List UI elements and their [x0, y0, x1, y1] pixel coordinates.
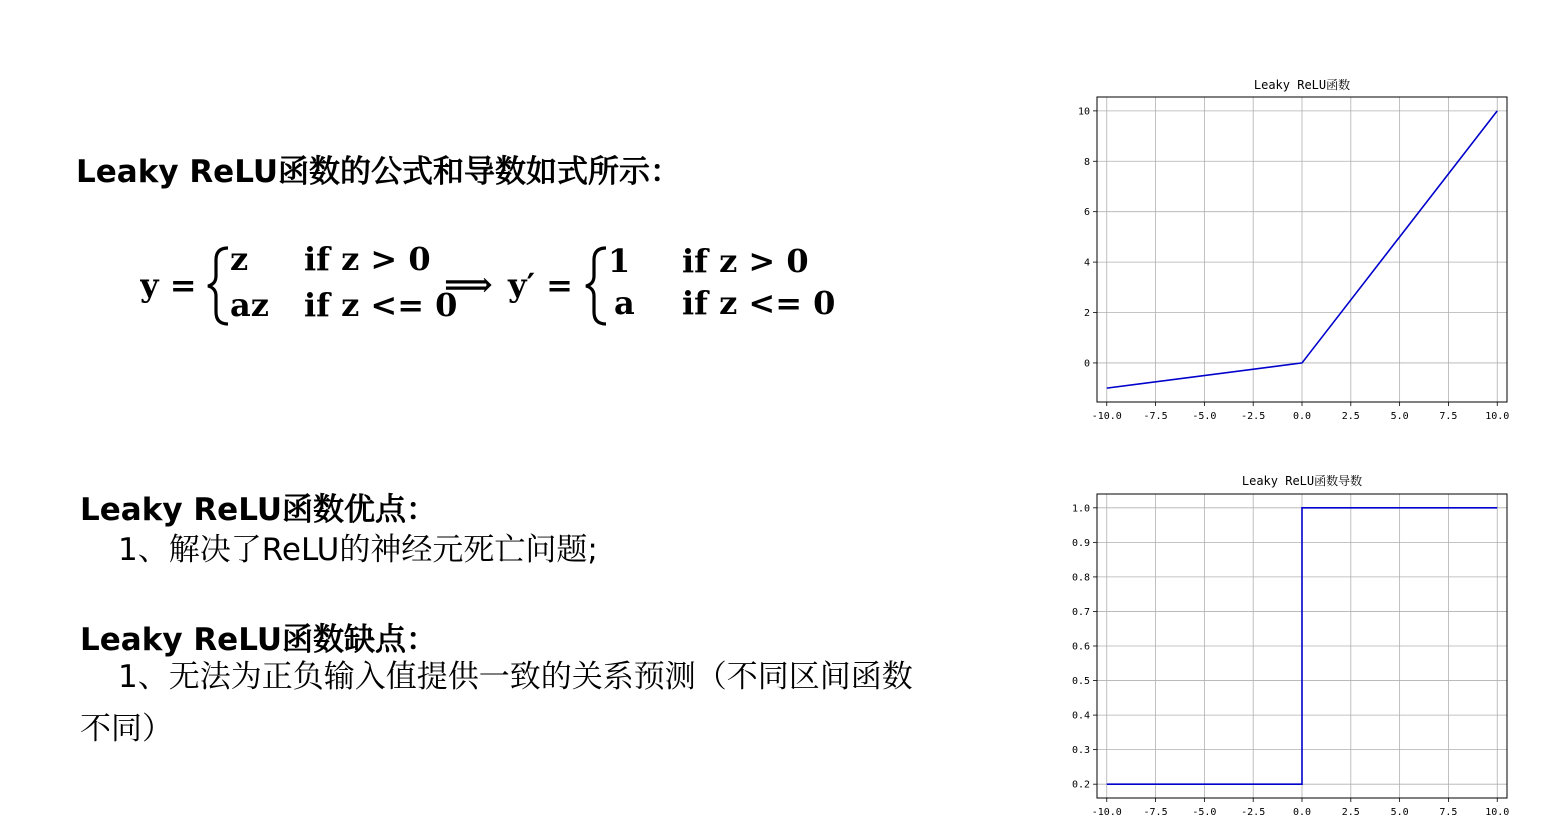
case2-cond: if z <= 0 [304, 286, 458, 324]
deriv-x-tick-label: -5.0 [1192, 807, 1217, 818]
formula-lhs: y = [140, 266, 197, 304]
deriv-y-tick-label: 0.6 [1071, 641, 1090, 653]
left-brace [208, 248, 228, 324]
right-brace [586, 248, 606, 324]
relu-y-tick-label: 4 [1083, 257, 1090, 269]
relu-x-tick-label: -2.5 [1241, 411, 1266, 422]
deriv-y-tick-label: 0.9 [1071, 537, 1090, 549]
relu-x-tick-label: 10.0 [1485, 411, 1510, 422]
case2-expr: az [230, 286, 269, 324]
deriv-y-tick-label: 0.8 [1071, 572, 1090, 584]
formula-svg [140, 232, 860, 342]
implies-arrow: ⟹ [444, 265, 493, 305]
relu-y-tick-label: 0 [1083, 358, 1090, 370]
dcase1-cond: if z > 0 [682, 242, 809, 280]
relu-x-tick-label: -7.5 [1143, 411, 1168, 422]
relu-x-tick-label: 2.5 [1341, 411, 1360, 422]
leaky-relu-chart-svg [1060, 72, 1520, 427]
pros-heading: Leaky ReLU函数优点： [80, 492, 438, 528]
cons-heading: Leaky ReLU函数缺点： [80, 622, 438, 658]
deriv-y-tick-label: 0.5 [1071, 676, 1090, 688]
deriv-x-tick-label: 0.0 [1292, 807, 1312, 818]
deriv-x-tick-label: -10.0 [1091, 807, 1122, 818]
relu-chart-title: Leaky ReLU函数 [1253, 78, 1351, 92]
formula-lhs-deriv: y′ = [508, 266, 573, 304]
relu-x-tick-label: -10.0 [1091, 411, 1122, 422]
deriv-y-tick-label: 1.0 [1071, 503, 1090, 515]
dcase2-expr: a [614, 284, 635, 322]
relu-y-tick-label: 10 [1077, 106, 1090, 118]
relu-y-tick-label: 8 [1083, 156, 1090, 168]
formula-heading: Leaky ReLU函数的公式和导数如式所示： [76, 154, 682, 190]
leaky-relu-derivative-chart [1060, 469, 1520, 831]
deriv-y-tick-label: 0.2 [1071, 779, 1090, 791]
deriv-x-tick-label: -7.5 [1143, 807, 1168, 818]
cons-item: 1、无法为正负输入值提供一致的关系预测（不同区间函数不同） [80, 659, 913, 747]
leaky-relu-formula [140, 232, 860, 342]
pros-item: 1、解决了ReLU的神经元死亡问题; [118, 532, 598, 568]
relu-x-tick-label: 0.0 [1292, 411, 1312, 422]
deriv-x-tick-label: 5.0 [1390, 807, 1409, 818]
deriv-y-tick-label: 0.3 [1071, 745, 1090, 757]
relu-x-tick-label: 7.5 [1439, 411, 1458, 422]
deriv-chart-title: Leaky ReLU函数导数 [1241, 474, 1363, 488]
case1-cond: if z > 0 [304, 240, 431, 278]
leaky-relu-derivative-chart-svg [1060, 469, 1520, 827]
deriv-x-tick-label: -2.5 [1241, 807, 1266, 818]
dcase2-cond: if z <= 0 [682, 284, 836, 322]
relu-x-tick-label: 5.0 [1390, 411, 1409, 422]
deriv-y-tick-label: 0.7 [1071, 606, 1090, 618]
deriv-x-tick-label: 7.5 [1439, 807, 1458, 818]
relu-x-tick-label: -5.0 [1192, 411, 1217, 422]
relu-y-tick-label: 2 [1083, 308, 1090, 320]
case1-expr: z [230, 240, 249, 278]
deriv-x-tick-label: 2.5 [1341, 807, 1360, 818]
leaky-relu-chart [1060, 72, 1520, 431]
deriv-y-tick-label: 0.4 [1071, 710, 1090, 722]
relu-y-tick-label: 6 [1083, 207, 1090, 219]
dcase1-expr: 1 [608, 242, 631, 280]
deriv-x-tick-label: 10.0 [1485, 807, 1510, 818]
